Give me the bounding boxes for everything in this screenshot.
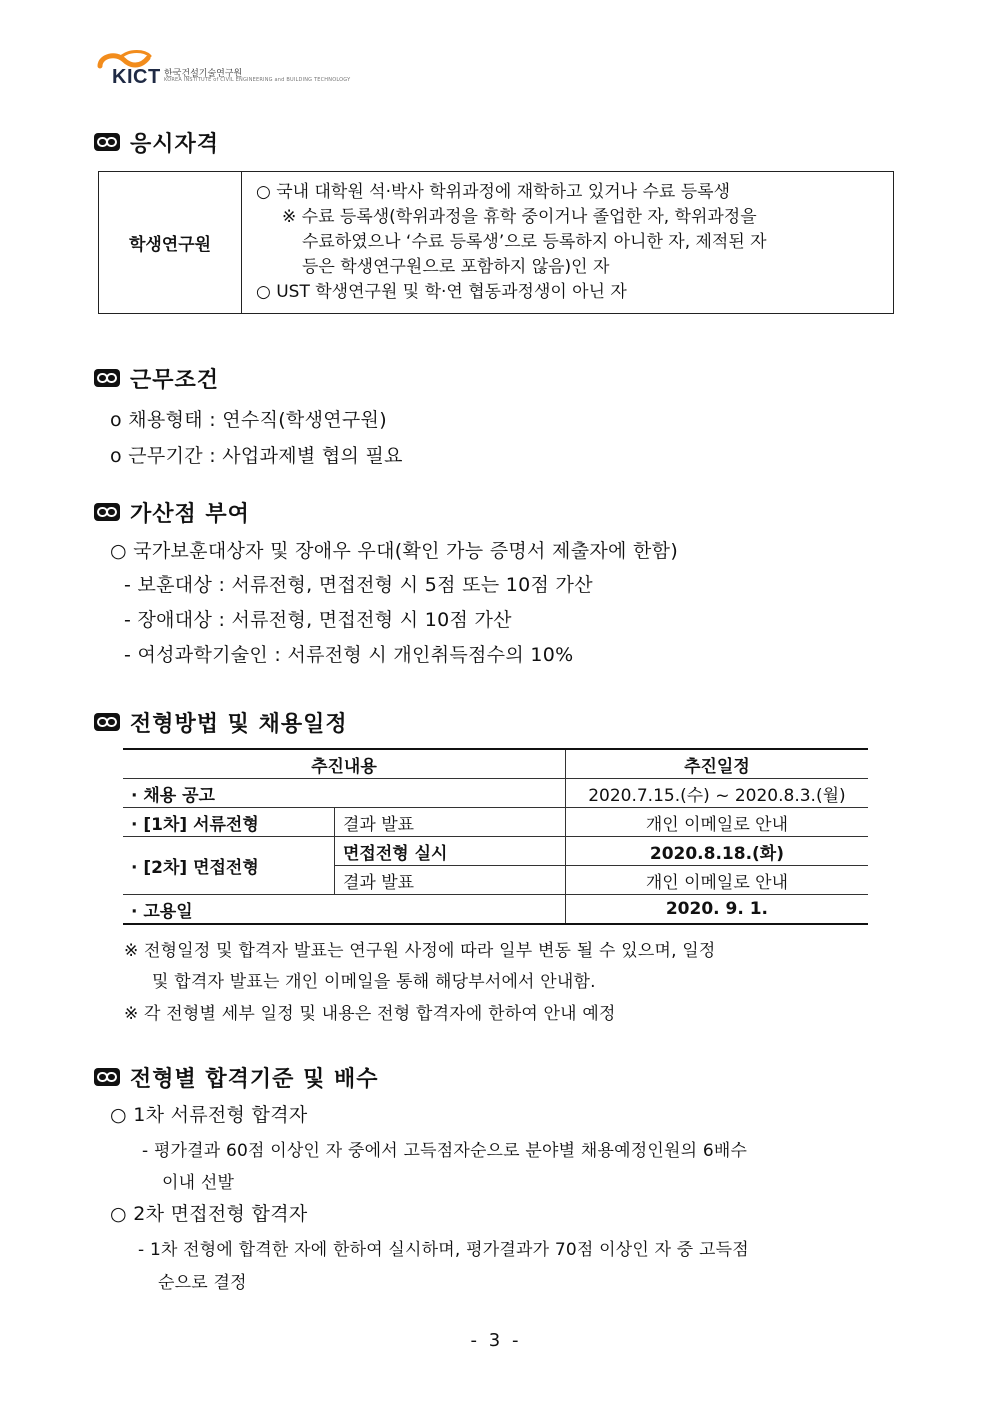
qualification-line: ○ 국내 대학원 석·박사 학위과정에 재학하고 있거나 수료 등록생 <box>256 182 731 202</box>
link-icon <box>94 133 120 151</box>
link-icon <box>94 503 120 521</box>
table-row <box>123 779 868 808</box>
section-heading-work <box>94 363 219 393</box>
link-icon <box>94 713 120 731</box>
table-row <box>123 837 868 866</box>
org-name-en: KOREA INSTITUTE of CIVIL ENGINEERING and BUILDING TECHNOLOGY <box>164 77 351 83</box>
criteria-line: ○ 2차 면접전형 합격자 <box>110 1203 308 1225</box>
section-heading-qualification <box>94 127 219 157</box>
page-number: - 3 - <box>470 1330 522 1351</box>
table-row <box>123 808 868 837</box>
schedule-note: ※ 전형일정 및 합격자 발표는 연구원 사정에 따라 일부 변동 될 수 있으며, 일정 <box>124 941 716 961</box>
criteria-line: - 1차 전형에 합격한 자에 한하여 실시하며, 평가결과가 70점 이상인 자 중 고득점 <box>138 1240 749 1260</box>
section-title: 응시자격 <box>130 131 220 157</box>
row-label: · [2차] 면접전형 <box>123 837 335 895</box>
qualification-line: 수료하였으나 ‘수료 등록생’으로 등록하지 아니한 자, 제적된 자 <box>302 232 767 252</box>
work-line: o 근무기간 : 사업과제별 협의 필요 <box>110 445 403 467</box>
link-icon <box>94 1068 120 1086</box>
qualification-label: 학생연구원 <box>99 172 242 314</box>
row-date: 2020.7.15.(수) ~ 2020.8.3.(월) <box>565 779 868 808</box>
logo-text: KICT <box>112 66 161 88</box>
schedule-note: 및 합격자 발표는 개인 이메일을 통해 해당부서에서 안내함. <box>152 972 596 992</box>
section-heading-bonus <box>94 497 250 527</box>
section-title: 가산점 부여 <box>130 501 250 527</box>
table-row <box>123 895 868 925</box>
section-heading-schedule <box>94 707 348 737</box>
criteria-line: 이내 선발 <box>162 1173 235 1193</box>
criteria-line: - 평가결과 60점 이상인 자 중에서 고득점자순으로 분야별 채용예정인원의 6배수 <box>142 1141 748 1161</box>
criteria-line: ○ 1차 서류전형 합격자 <box>110 1104 308 1126</box>
row-date: 개인 이메일로 안내 <box>565 866 868 895</box>
bonus-line: - 보훈대상 : 서류전형, 면접전형 시 5점 또는 10점 가산 <box>124 574 593 596</box>
qualification-line: ※ 수료 등록생(학위과정을 휴학 중이거나 졸업한 자, 학위과정을 <box>282 207 757 227</box>
table-header-row <box>123 749 868 779</box>
row-label: · 고용일 <box>123 895 565 925</box>
link-icon <box>94 369 120 387</box>
qualification-line: ○ UST 학생연구원 및 학·연 협동과정생이 아닌 자 <box>256 282 627 302</box>
schedule-note: ※ 각 전형별 세부 일정 및 내용은 전형 합격자에 한하여 안내 예정 <box>124 1004 616 1024</box>
section-title: 전형방법 및 채용일정 <box>130 711 348 737</box>
work-line: o 채용형태 : 연수직(학생연구원) <box>110 409 387 431</box>
row-sub: 결과 발표 <box>335 808 566 837</box>
section-heading-criteria <box>94 1062 379 1092</box>
section-title: 근무조건 <box>130 367 220 393</box>
kict-logo <box>96 48 351 88</box>
row-sub: 면접전형 실시 <box>335 837 566 866</box>
schedule-table <box>123 748 868 925</box>
criteria-line: 순으로 결정 <box>158 1273 247 1293</box>
row-sub: 결과 발표 <box>335 866 566 895</box>
row-date: 2020.8.18.(화) <box>565 837 868 866</box>
qualification-table <box>98 171 894 314</box>
row-label: · [1차] 서류전형 <box>123 808 335 837</box>
row-date: 2020. 9. 1. <box>565 895 868 925</box>
bonus-line: - 장애대상 : 서류전형, 면접전형 시 10점 가산 <box>124 609 512 631</box>
bonus-line: - 여성과학기술인 : 서류전형 시 개인취득점수의 10% <box>124 644 574 666</box>
row-date: 개인 이메일로 안내 <box>565 808 868 837</box>
qualification-line: 등은 학생연구원으로 포함하지 않음)인 자 <box>302 257 610 277</box>
header-cell: 추진일정 <box>565 749 868 779</box>
org-name: 한국건설기술연구원 <box>164 69 243 79</box>
bonus-line: ○ 국가보훈대상자 및 장애우 우대(확인 가능 증명서 제출자에 한함) <box>110 540 679 562</box>
qualification-content <box>242 172 894 314</box>
row-label: · 채용 공고 <box>123 779 565 808</box>
section-title: 전형별 합격기준 및 배수 <box>130 1066 379 1092</box>
header-cell: 추진내용 <box>123 749 565 779</box>
